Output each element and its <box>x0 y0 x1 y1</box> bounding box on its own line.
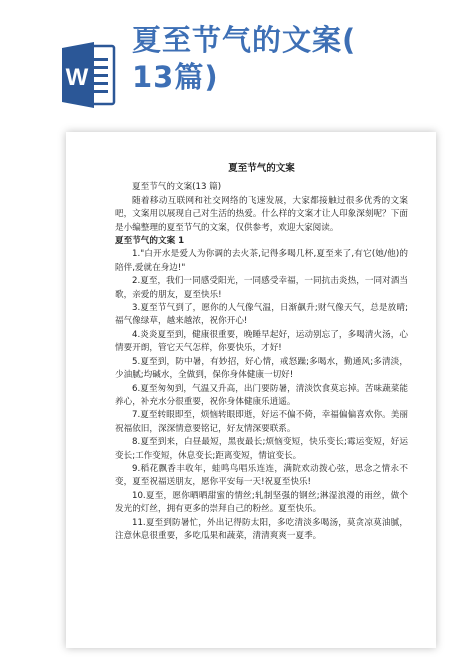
list-item: 8.夏至到来，白昼最短，黑夜最长;烦恼变短，快乐变长;霉运变短，好运变长;工作变短，休息变长;距离变短，情谊变长。 <box>115 437 408 461</box>
document-subtitle: 夏至节气的文案(13 篇) <box>132 182 222 193</box>
list-item: 10.夏至，愿你晒晒甜蜜的情丝;轧制坚强的钢丝;淋湿浪漫的雨丝，做个发光的灯丝，拥有更多的崇拜自己的粉丝。夏至快乐。 <box>115 490 408 515</box>
document-preview <box>66 132 436 648</box>
list-item: 1."白开水是爱人为你调的去火茶,记得多喝几杯,夏至来了,有它(她/他)的陪伴,爱就在身边!" <box>115 249 408 273</box>
title-line-2: 13篇) <box>132 60 219 94</box>
list-item: 11.夏至到防暑忙，外出记得防太阳，多吃清淡多喝汤，莫贪凉莫油腻，注意休息很重要，多吃瓜果和蔬菜，清清爽爽一夏季。 <box>115 517 408 541</box>
word-icon-letter: W <box>65 64 89 91</box>
list-item: 9.稻花飘香丰收年，蛙鸣鸟唱乐连连，满院欢动拨心弦，思念之情永不变，夏至祝福送朋友，愿你平安每一天!祝夏至快乐! <box>115 463 408 488</box>
list-item: 2.夏至，我们一同感受阳光，一同感受幸福，一同抗击炎热，一同对酒当歌，亲爱的朋友，夏至快乐! <box>115 276 408 300</box>
page-title <box>132 22 467 96</box>
word-document-icon <box>62 40 116 110</box>
intro-paragraph: 随着移动互联网和社交网络的飞速发展，大家都接触过很多优秀的文案吧，文案用以展现自己对生活的热爱。什么样的文案才让人印象深刻呢？下面是小编整理的夏至节气的文案，仅供参考，欢迎大家阅读。 <box>115 195 408 233</box>
section-heading: 夏至节气的文案 1 <box>115 236 185 247</box>
list-item: 6.夏至匆匆到，气温又升高，出门要防暑，清淡饮食莫忘掉。苦味蔬菜能养心，补充水分很重要，祝你身体健康乐逍遥。 <box>115 383 408 407</box>
list-item: 4.炎炎夏至到，健康很重要，晚睡早起好，运动别忘了，多喝清火汤，心情要开朗，管它天气怎样，你要快乐，才好! <box>115 329 408 354</box>
banner <box>0 0 474 135</box>
list-item: 7.夏至转眼即至，烦恼转眼即逝，好运不偏不倚，幸福偏偏喜欢你。美丽祝福依旧，深深情意要铭记，好友情深要联系。 <box>115 410 408 434</box>
list-item: 3.夏至节气到了，愿你的人气像气温，日渐飙升;财气像天气，总是放晴;福气像绿草，越来越浓，祝你开心! <box>115 303 408 327</box>
document-title: 夏至节气的文案 <box>228 163 295 174</box>
title-line-1: 夏至节气的文案( <box>132 23 357 57</box>
list-item: 5.夏至到，防中暑，有妙招，好心情，戒怒躁;多喝水，勤通风;多清淡，少油腻;均碱水，全做到，保你身体健康一切好! <box>115 356 408 381</box>
document-body <box>115 162 408 543</box>
